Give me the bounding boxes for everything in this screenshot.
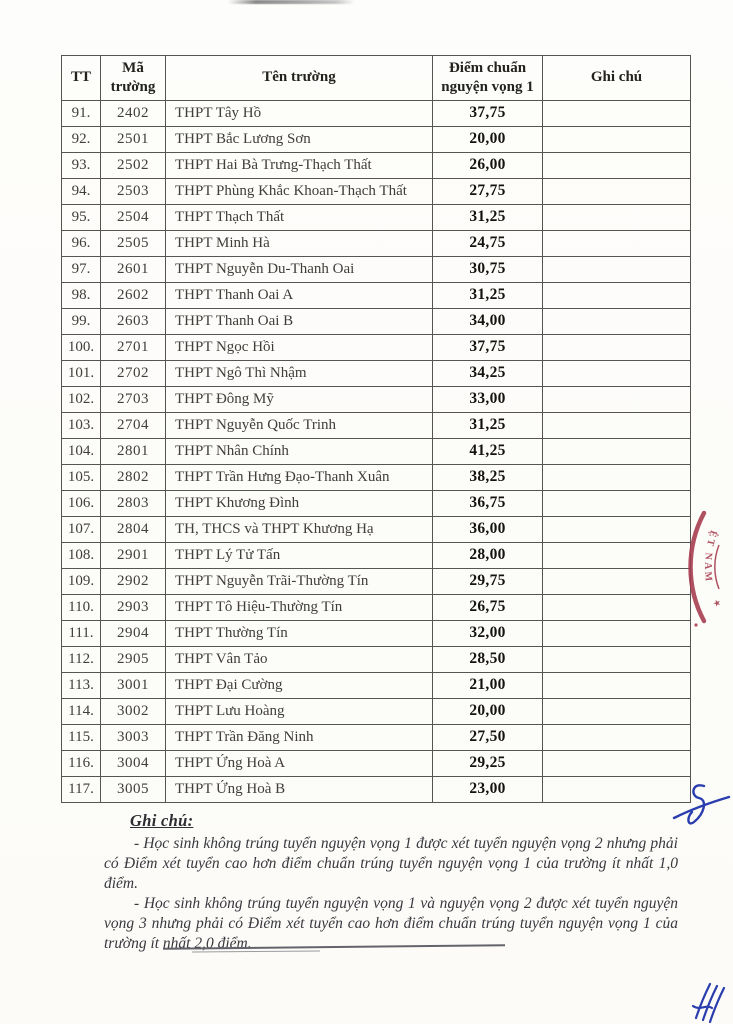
school-name: THPT Nguyễn Trãi-Thường Tín [166,568,433,594]
table-row [62,412,691,438]
note-paragraph-2: - Học sinh không trúng tuyển nguyện vọng 1 và nguyện vọng 2 được xét tuyển nguyện vọng 3 nhưng phải có Điểm xét tuyển cao hơn điểm chuẩn trúng tuyển nguyện vọng 1 của trường ít nhất 2,0 điểm. [104,895,678,952]
school-code: 2701 [101,334,166,360]
note-cell [543,438,691,464]
school-name: THPT Thanh Oai B [166,308,433,334]
school-code: 2504 [101,204,166,230]
table-row [62,542,691,568]
school-code: 2703 [101,386,166,412]
col-header-tt: TT [62,56,101,101]
score-value: 23,00 [433,776,543,802]
row-index: 112. [62,646,101,672]
row-index: 110. [62,594,101,620]
note-cell [543,542,691,568]
col-header-note: Ghi chú [543,56,691,101]
score-value: 20,00 [433,126,543,152]
table-row [62,464,691,490]
score-value: 33,00 [433,386,543,412]
notes-section [104,811,678,954]
table-row [62,386,691,412]
table-row [62,776,691,802]
note-cell [543,594,691,620]
row-index: 92. [62,126,101,152]
score-table [61,55,691,803]
score-value: 37,75 [433,334,543,360]
school-name: THPT Lưu Hoàng [166,698,433,724]
score-value: 31,25 [433,412,543,438]
school-code: 2803 [101,490,166,516]
score-value: 36,00 [433,516,543,542]
school-name: THPT Khương Đình [166,490,433,516]
school-code: 2603 [101,308,166,334]
row-index: 93. [62,152,101,178]
school-name: THPT Thường Tín [166,620,433,646]
school-name: THPT Đại Cường [166,672,433,698]
note-cell [543,490,691,516]
school-code: 3004 [101,750,166,776]
row-index: 101. [62,360,101,386]
table-row [62,100,691,126]
school-name: THPT Vân Tảo [166,646,433,672]
note-cell [543,698,691,724]
score-value: 24,75 [433,230,543,256]
row-index: 115. [62,724,101,750]
score-value: 31,25 [433,204,543,230]
row-index: 116. [62,750,101,776]
school-name: THPT Trần Đăng Ninh [166,724,433,750]
note-cell [543,750,691,776]
note-cell [543,386,691,412]
school-code: 2602 [101,282,166,308]
table-row [62,152,691,178]
pen-initial-mark [670,780,732,835]
score-value: 20,00 [433,698,543,724]
top-scan-artifact-bar [228,0,355,4]
score-value: 26,75 [433,594,543,620]
note-cell [543,178,691,204]
row-index: 98. [62,282,101,308]
row-index: 105. [62,464,101,490]
school-name: THPT Lý Tử Tấn [166,542,433,568]
table-row [62,230,691,256]
stamp-star-icon: ★ [711,596,723,610]
note-cell [543,724,691,750]
school-code: 2402 [101,100,166,126]
score-value: 41,25 [433,438,543,464]
table-row [62,360,691,386]
row-index: 100. [62,334,101,360]
notes-heading: Ghi chú: [130,811,194,830]
school-name: THPT Hai Bà Trưng-Thạch Thất [166,152,433,178]
table-row [62,490,691,516]
table-row [62,308,691,334]
score-value: 31,25 [433,282,543,308]
row-index: 106. [62,490,101,516]
school-name: THPT Ứng Hoà B [166,776,433,802]
school-name: THPT Phùng Khắc Khoan-Thạch Thất [166,178,433,204]
note-cell [543,360,691,386]
school-code: 3002 [101,698,166,724]
school-name: THPT Ngọc Hồi [166,334,433,360]
school-name: THPT Ngô Thì Nhậm [166,360,433,386]
school-code: 2904 [101,620,166,646]
score-value: 21,00 [433,672,543,698]
row-index: 117. [62,776,101,802]
school-code: 2505 [101,230,166,256]
score-value: 30,75 [433,256,543,282]
col-header-score: Điểm chuẩn nguyện vọng 1 [433,56,543,101]
table-row [62,594,691,620]
school-name: TH, THCS và THPT Khương Hạ [166,516,433,542]
score-value: 27,75 [433,178,543,204]
table-row [62,334,691,360]
school-code: 3001 [101,672,166,698]
row-index: 97. [62,256,101,282]
note-cell [543,412,691,438]
score-value: 29,25 [433,750,543,776]
note-cell [543,646,691,672]
school-code: 2601 [101,256,166,282]
school-name: THPT Đông Mỹ [166,386,433,412]
row-index: 96. [62,230,101,256]
row-index: 91. [62,100,101,126]
note-cell [543,568,691,594]
table-row [62,178,691,204]
school-name: THPT Ứng Hoà A [166,750,433,776]
row-index: 103. [62,412,101,438]
school-code: 2501 [101,126,166,152]
note-cell [543,464,691,490]
school-code: 2801 [101,438,166,464]
row-index: 107. [62,516,101,542]
school-code: 2905 [101,646,166,672]
table-row [62,204,691,230]
score-value: 27,50 [433,724,543,750]
school-code: 2804 [101,516,166,542]
score-value: 34,25 [433,360,543,386]
school-name: THPT Thanh Oai A [166,282,433,308]
school-name: THPT Tây Hồ [166,100,433,126]
school-name: THPT Thạch Thất [166,204,433,230]
score-value: 26,00 [433,152,543,178]
official-red-seal-edge [687,503,733,631]
note-cell [543,204,691,230]
school-code: 3005 [101,776,166,802]
score-value: 32,00 [433,620,543,646]
col-header-code: Mã trường [101,56,166,101]
stamp-dot [694,623,697,626]
school-code: 2702 [101,360,166,386]
table-row [62,126,691,152]
school-name: THPT Minh Hà [166,230,433,256]
table-row [62,672,691,698]
note-cell [543,334,691,360]
score-value: 36,75 [433,490,543,516]
row-index: 95. [62,204,101,230]
score-value: 28,50 [433,646,543,672]
school-name: THPT Trần Hưng Đạo-Thanh Xuân [166,464,433,490]
row-index: 109. [62,568,101,594]
pen-signature-scribble [690,978,732,1024]
note-cell [543,672,691,698]
table-row [62,282,691,308]
school-code: 2903 [101,594,166,620]
table-row [62,646,691,672]
score-table-body [62,100,691,802]
table-row [62,516,691,542]
row-index: 99. [62,308,101,334]
school-name: THPT Nguyễn Quốc Trinh [166,412,433,438]
school-code: 2901 [101,542,166,568]
school-code: 2503 [101,178,166,204]
stamp-text: ỆT NAM [702,528,719,585]
table-row [62,438,691,464]
note-cell [543,256,691,282]
school-name: THPT Tô Hiệu-Thường Tín [166,594,433,620]
col-header-name: Tên trường [166,56,433,101]
score-value: 38,25 [433,464,543,490]
school-name: THPT Bắc Lương Sơn [166,126,433,152]
school-name: THPT Nguyễn Du-Thanh Oai [166,256,433,282]
row-index: 102. [62,386,101,412]
note-cell [543,282,691,308]
svg-text:ỆT NAM [702,529,721,584]
table-header-row [62,56,691,101]
row-index: 104. [62,438,101,464]
score-value: 29,75 [433,568,543,594]
note-cell [543,230,691,256]
school-code: 2902 [101,568,166,594]
score-value: 37,75 [433,100,543,126]
note-paragraph-1: - Học sinh không trúng tuyển nguyện vọng 1 được xét tuyển nguyện vọng 2 nhưng phải có Điểm xét tuyển cao hơn điểm chuẩn trúng tuyển nguyện vọng 1 của trường ít nhất 1,0 điểm. [104,835,678,892]
school-code: 3003 [101,724,166,750]
school-code: 2704 [101,412,166,438]
table-row [62,750,691,776]
note-cell [543,126,691,152]
row-index: 111. [62,620,101,646]
row-index: 108. [62,542,101,568]
note-cell [543,516,691,542]
school-code: 2502 [101,152,166,178]
note-cell [543,308,691,334]
row-index: 114. [62,698,101,724]
table-row [62,698,691,724]
note-cell [543,620,691,646]
table-row [62,568,691,594]
row-index: 94. [62,178,101,204]
table-row [62,256,691,282]
score-value: 28,00 [433,542,543,568]
school-code: 2802 [101,464,166,490]
school-name: THPT Nhân Chính [166,438,433,464]
score-value: 34,00 [433,308,543,334]
note-cell [543,100,691,126]
note-cell [543,152,691,178]
table-row [62,620,691,646]
row-index: 113. [62,672,101,698]
note-cell [543,776,691,802]
table-row [62,724,691,750]
